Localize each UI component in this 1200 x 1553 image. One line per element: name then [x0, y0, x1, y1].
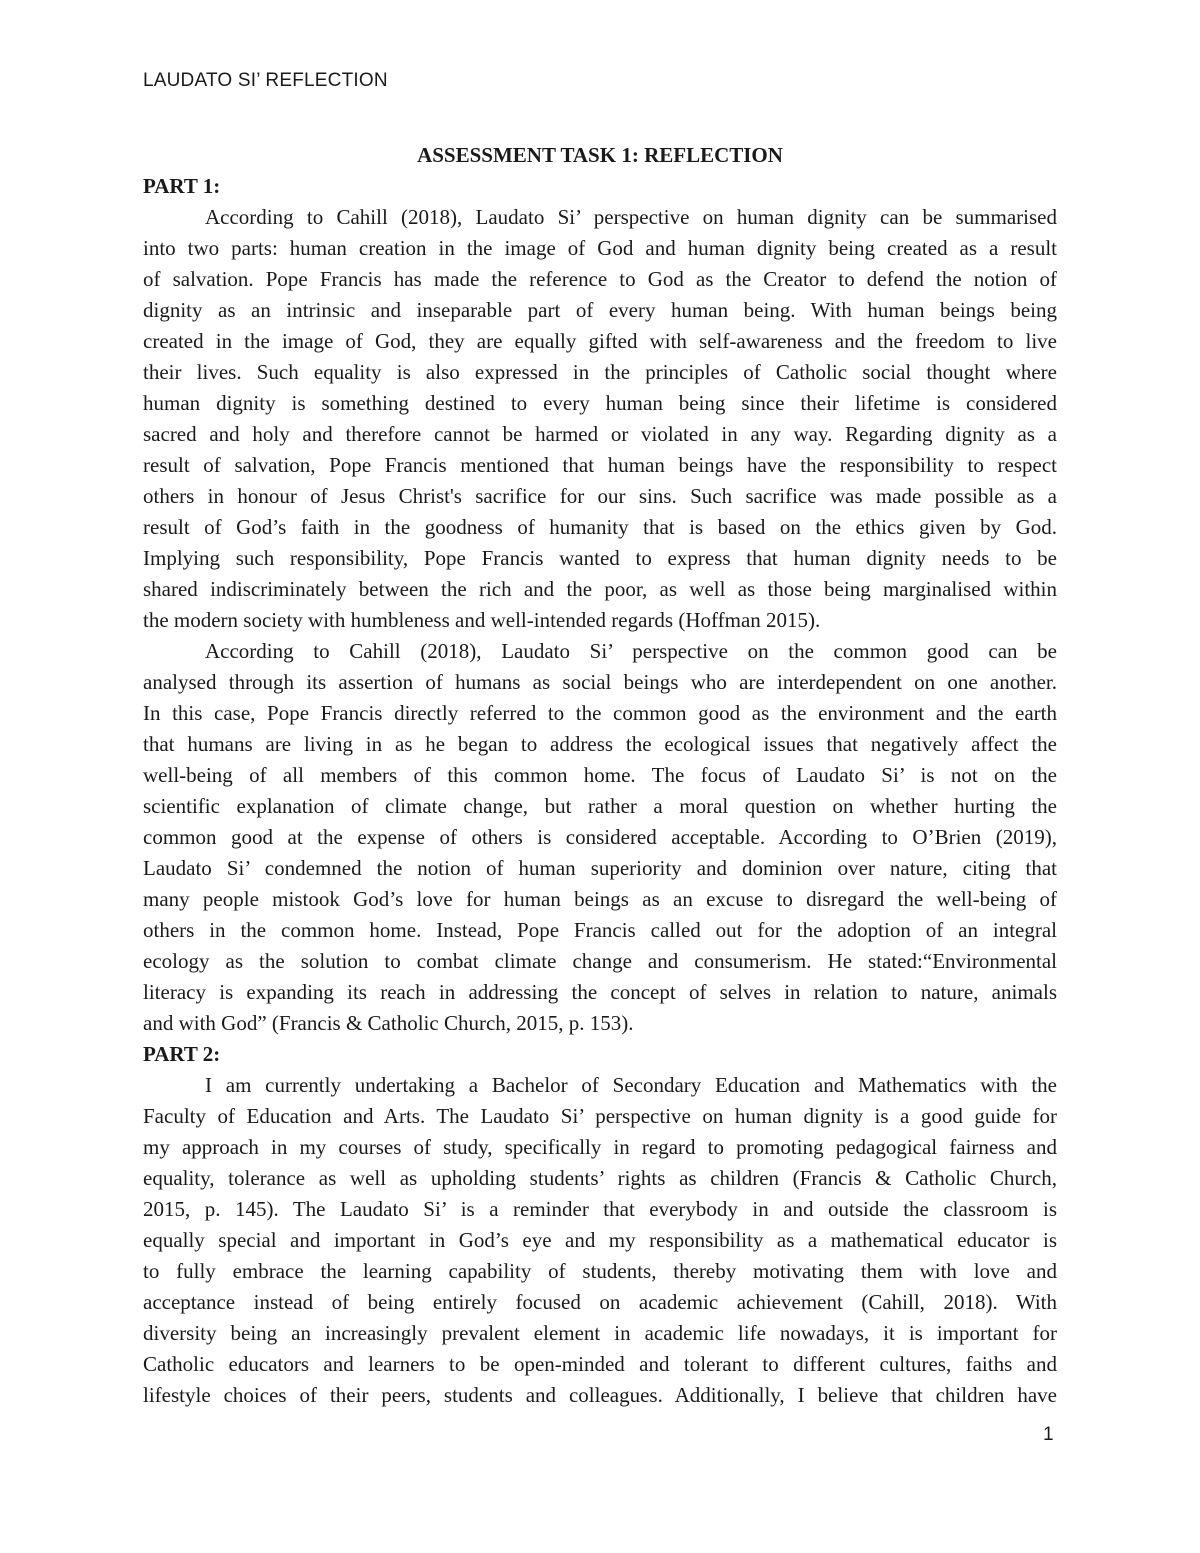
paragraph-line: that humans are living in as he began to address the ecological issues that negatively affect the	[143, 732, 1057, 756]
paragraph-line: scientific explanation of climate change, but rather a moral question on whether hurting the	[143, 794, 1057, 818]
paragraph-line: According to Cahill (2018), Laudato Si’ perspective on the common good can be	[205, 639, 1057, 663]
paragraph-line: I am currently undertaking a Bachelor of Secondary Education and Mathematics with the	[205, 1073, 1057, 1097]
part-2-paragraph-1	[143, 1070, 1057, 1411]
paragraph-line: Faculty of Education and Arts. The Laudato Si’ perspective on human dignity is a good guide for	[143, 1104, 1057, 1128]
paragraph-line: to fully embrace the learning capability of students, thereby motivating them with love and	[143, 1259, 1057, 1283]
paragraph-line: Laudato Si’ condemned the notion of human superiority and dominion over nature, citing that	[143, 856, 1057, 880]
part-2-heading: PART 2:	[143, 1042, 221, 1066]
paragraph-line: others in honour of Jesus Christ's sacrifice for our sins. Such sacrifice was made possible as a	[143, 484, 1057, 508]
paragraph-line: result of salvation, Pope Francis mentioned that human beings have the responsibility to respect	[143, 453, 1057, 477]
paragraph-line: equality, tolerance as well as upholding students’ rights as children (Francis & Catholic Church,	[143, 1166, 1057, 1190]
running-header: LAUDATO SI’ REFLECTION	[143, 70, 388, 91]
paragraph-line: their lives. Such equality is also expressed in the principles of Catholic social thought where	[143, 360, 1057, 384]
paragraph-line: into two parts: human creation in the image of God and human dignity being created as a result	[143, 236, 1057, 260]
paragraph-line: dignity as an intrinsic and inseparable part of every human being. With human beings being	[143, 298, 1057, 322]
paragraph-line: ecology as the solution to combat climate change and consumerism. He stated:“Environmental	[143, 949, 1057, 973]
paragraph-line: 2015, p. 145). The Laudato Si’ is a reminder that everybody in and outside the classroom is	[143, 1197, 1057, 1221]
paragraph-line: shared indiscriminately between the rich and the poor, as well as those being marginalised within	[143, 577, 1057, 601]
part-1-paragraph-2	[143, 636, 1057, 1039]
paragraph-line: the modern society with humbleness and well-intended regards (Hoffman 2015).	[143, 608, 821, 632]
paragraph-line: Catholic educators and learners to be open-minded and tolerant to different cultures, faiths and	[143, 1352, 1057, 1376]
paragraph-line: many people mistook God’s love for human beings as an excuse to disregard the well-being of	[143, 887, 1057, 911]
paragraph-line: common good at the expense of others is considered acceptable. According to O’Brien (2019),	[143, 825, 1057, 849]
paragraph-line: diversity being an increasingly prevalent element in academic life nowadays, it is important for	[143, 1321, 1057, 1345]
document-body	[143, 140, 1057, 1411]
paragraph-line: human dignity is something destined to every human being since their lifetime is considered	[143, 391, 1057, 415]
paragraph-line: According to Cahill (2018), Laudato Si’ perspective on human dignity can be summarised	[205, 205, 1057, 229]
paragraph-line: my approach in my courses of study, specifically in regard to promoting pedagogical fairness and	[143, 1135, 1057, 1159]
page-number: 1	[1043, 1424, 1054, 1445]
document-title: ASSESSMENT TASK 1: REFLECTION	[417, 143, 783, 167]
paragraph-line: of salvation. Pope Francis has made the reference to God as the Creator to defend the notion of	[143, 267, 1057, 291]
paragraph-line: result of God’s faith in the goodness of humanity that is based on the ethics given by God.	[143, 515, 1057, 539]
paragraph-line: sacred and holy and therefore cannot be harmed or violated in any way. Regarding dignity as a	[143, 422, 1057, 446]
paragraph-line: others in the common home. Instead, Pope Francis called out for the adoption of an integral	[143, 918, 1057, 942]
paragraph-line: analysed through its assertion of humans as social beings who are interdependent on one another.	[143, 670, 1057, 694]
paragraph-line: Implying such responsibility, Pope Francis wanted to express that human dignity needs to be	[143, 546, 1057, 570]
paragraph-line: In this case, Pope Francis directly referred to the common good as the environment and the earth	[143, 701, 1057, 725]
paragraph-line: equally special and important in God’s eye and my responsibility as a mathematical educator is	[143, 1228, 1057, 1252]
paragraph-line: and with God” (Francis & Catholic Church, 2015, p. 153).	[143, 1011, 634, 1035]
part-1-heading: PART 1:	[143, 174, 221, 198]
paragraph-line: acceptance instead of being entirely focused on academic achievement (Cahill, 2018). With	[143, 1290, 1057, 1314]
paragraph-line: created in the image of God, they are equally gifted with self-awareness and the freedom to live	[143, 329, 1057, 353]
paragraph-line: lifestyle choices of their peers, students and colleagues. Additionally, I believe that children have	[143, 1383, 1057, 1407]
paragraph-line: well-being of all members of this common home. The focus of Laudato Si’ is not on the	[143, 763, 1057, 787]
part-1-paragraph-1	[143, 202, 1057, 636]
paragraph-line: literacy is expanding its reach in addressing the concept of selves in relation to nature, animals	[143, 980, 1057, 1004]
